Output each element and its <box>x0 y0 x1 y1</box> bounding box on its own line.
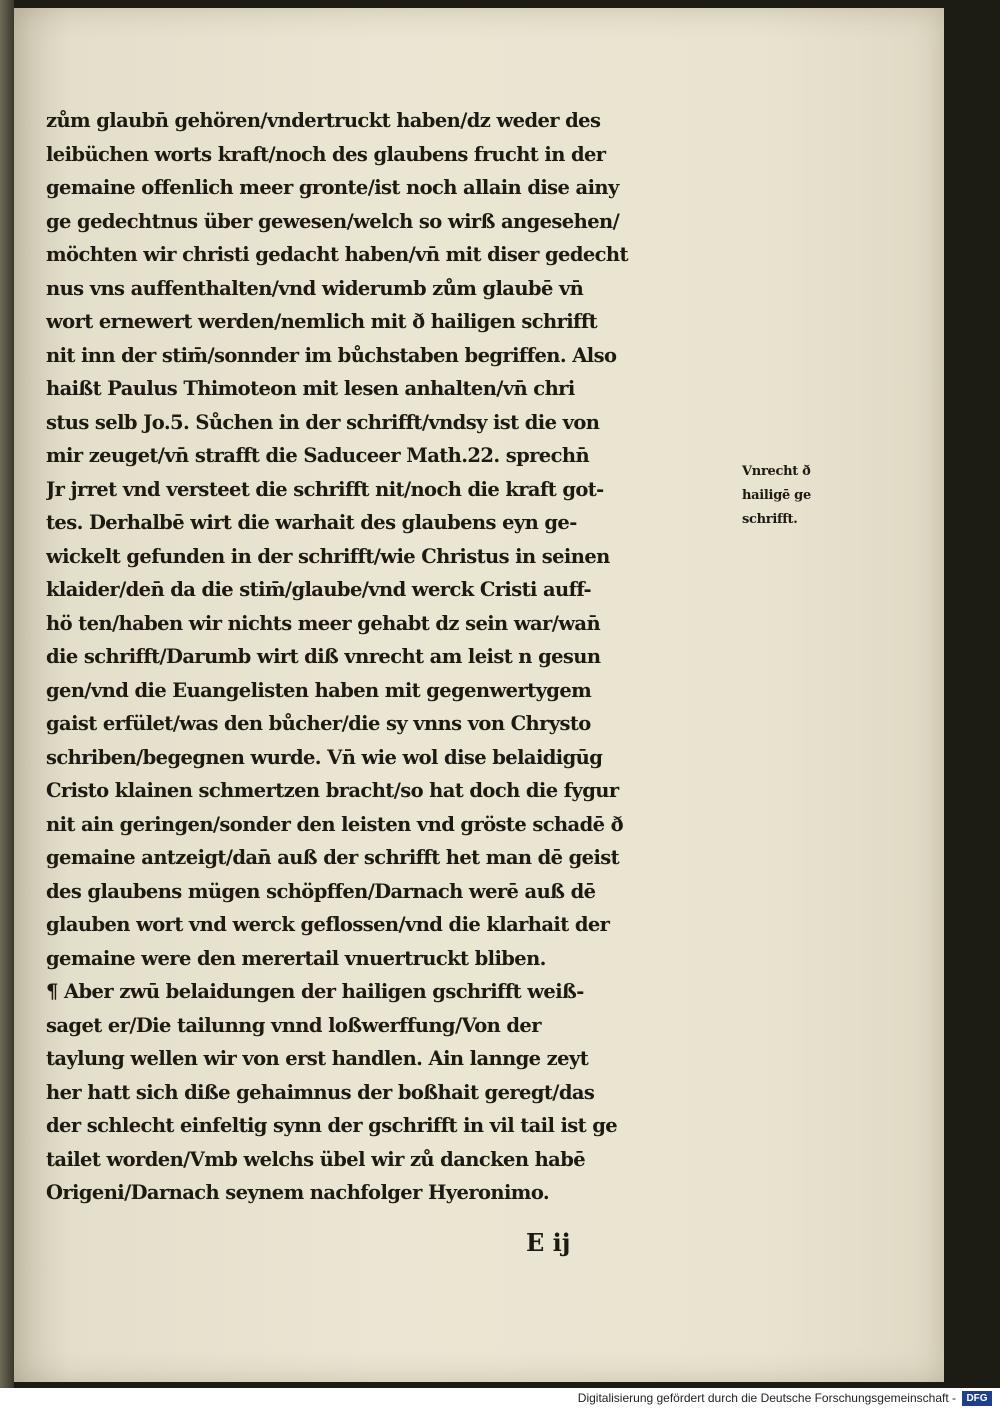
text-line: tailet worden/Vmb welchs übel wir zů dancken habē <box>46 1147 586 1171</box>
marginal-note-line: Vnrecht ð <box>742 464 811 479</box>
marginal-note-line: hailigē ge <box>742 488 811 503</box>
footer-bar <box>0 1388 1000 1410</box>
text-line: glauben wort vnd werck geflossen/vnd die klarhait der <box>46 913 610 936</box>
text-line: wickelt gefunden in der schrifft/wie Christus in seinen <box>46 544 610 568</box>
text-line: gemaine offenlich meer gronte/ist noch allain dise ainy <box>46 176 619 199</box>
text-line: stus selb Jo.5. Sůchen in der schrifft/vndsy ist die von <box>46 410 600 434</box>
text-line: die schrifft/Darumb wirt diß vnrecht am leist n gesun <box>46 645 601 668</box>
marginal-note-line: schrifft. <box>742 512 798 527</box>
text-line: schriben/begegnen wurde. Vn̄ wie wol dise belaidigūg <box>46 745 603 769</box>
text-line: saget er/Die tailunng vnnd loßwerffung/Von der <box>46 1013 541 1037</box>
body-text <box>46 104 746 1210</box>
text-line: haißt Paulus Thimoteon mit lesen anhalten/vn̄ chri <box>46 377 575 400</box>
text-line: gen/vnd die Euangelisten haben mit gegenwertygem <box>46 678 592 702</box>
text-line: klaider/den̄ da die stim̄/glaube/vnd werck Cristi auff- <box>46 578 592 601</box>
text-line: zům glaubn̄ gehören/vndertruckt haben/dz weder des <box>46 109 601 132</box>
book-page <box>14 8 944 1382</box>
text-line: tes. Derhalbē wirt die warhait des glaubens eyn ge- <box>46 511 577 534</box>
text-line: nus vns auffenthalten/vnd widerumb zům glaubē vn̄ <box>46 276 584 300</box>
text-line: Cristo klainen schmertzen bracht/so hat doch die fygur <box>46 779 619 802</box>
text-line: leibüchen worts kraft/noch des glaubens frucht in der <box>46 142 606 166</box>
text-line: her hatt sich diße gehaimnus der boßhait geregt/das <box>46 1080 595 1104</box>
marginal-note <box>742 460 862 532</box>
text-line: hö ten/haben wir nichts meer gehabt dz sein war/wan̄ <box>46 611 601 635</box>
text-line: gemaine were den merertail vnuertruckt bliben. <box>46 946 546 970</box>
signature-mark: E ij <box>526 1228 571 1257</box>
text-line: Origeni/Darnach seynem nachfolger Hyeronimo. <box>46 1181 550 1204</box>
text-line: ge gedechtnus über gewesen/welch so wirß angesehen/ <box>46 209 620 233</box>
funding-credit: Digitalisierung gefördert durch die Deutsche Forschungsgemeinschaft - <box>577 1391 956 1405</box>
text-line: des glaubens mügen schöpffen/Darnach werē auß dē <box>46 879 596 903</box>
text-line: mir zeuget/vn̄ strafft die Saduceer Math.22. sprechn̄ <box>46 444 590 467</box>
text-line: nit ain geringen/sonder den leisten vnd gröste schadē ð <box>46 812 624 836</box>
text-line: nit inn der stim̄/sonnder im bůchstaben begriffen. Also <box>46 343 617 367</box>
text-line: taylung wellen wir von erst handlen. Ain lannge zeyt <box>46 1047 589 1070</box>
binding-edge <box>0 0 14 1388</box>
text-line: gaist erfület/was den bůcher/die sy vnns von Chrysto <box>46 712 591 735</box>
dfg-logo-icon: DFG <box>962 1391 992 1406</box>
text-line: gemaine antzeigt/dan̄ auß der schrifft het man dē geist <box>46 846 620 869</box>
text-line: Jr jrret vnd versteet die schrifft nit/noch die kraft got- <box>46 477 604 501</box>
text-line: der schlecht einfeltig synn der gschrifft in vil tail ist ge <box>46 1114 618 1137</box>
text-line: ¶ Aber zwū belaidungen der hailigen gschrifft weiß- <box>46 980 584 1003</box>
text-line: wort ernewert werden/nemlich mit ð hailigen schrifft <box>46 310 598 333</box>
text-line: möchten wir christi gedacht haben/vn̄ mit diser gedecht <box>46 243 628 266</box>
